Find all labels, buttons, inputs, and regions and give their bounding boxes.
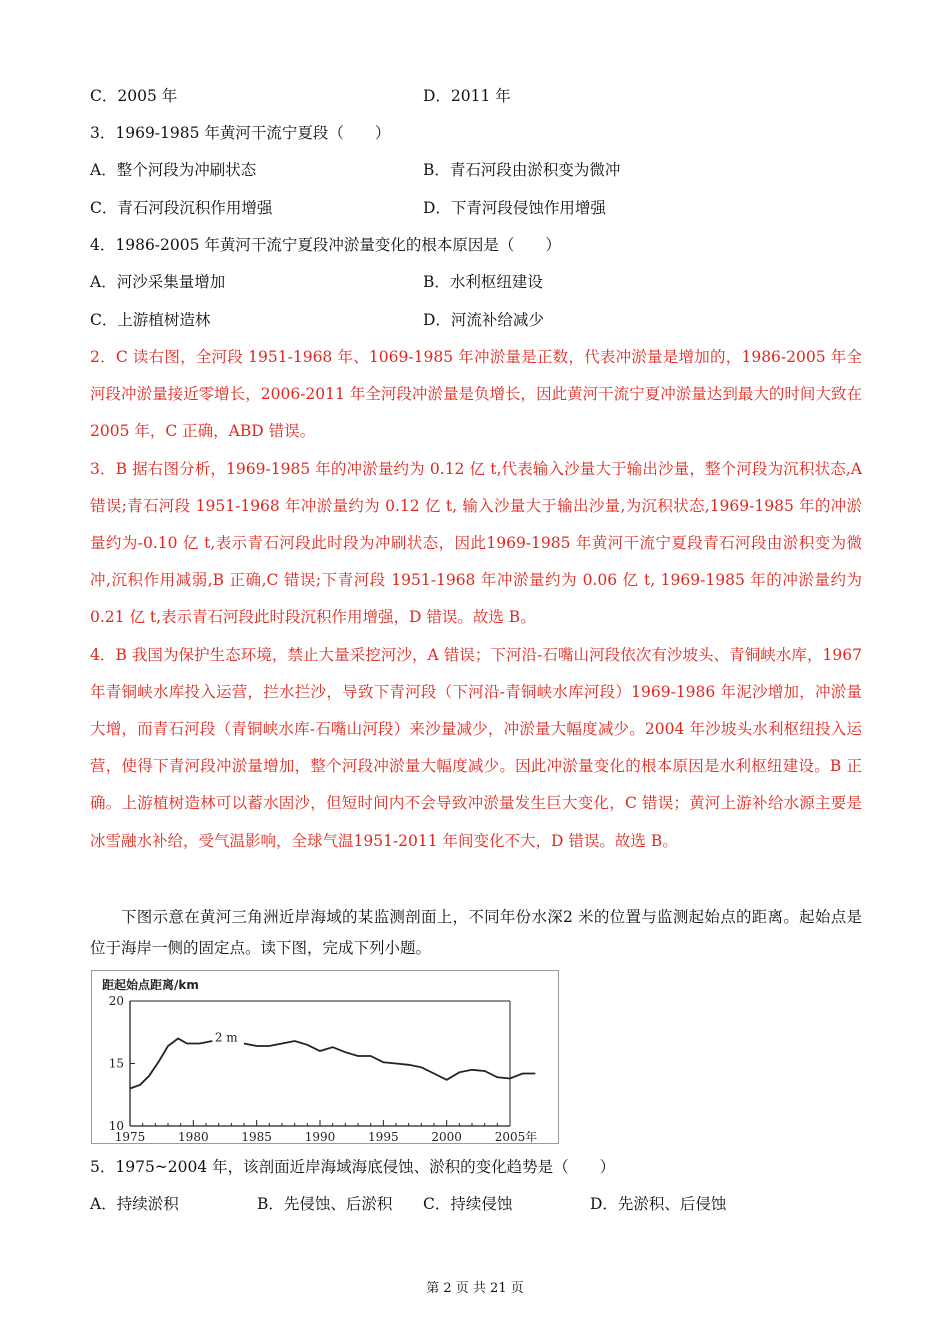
q3-stem: 3．1969-1985 年黄河干流宁夏段（ ） (90, 124, 391, 142)
q3-option-c: C．青石河段沉积作用增强 (90, 199, 273, 217)
q4-option-d: D．河流补给减少 (423, 311, 544, 329)
x-tick-label: 1990 (304, 1130, 336, 1143)
y-tick-label: 15 (108, 1056, 124, 1071)
q5-option-a: A．持续淤积 (90, 1195, 179, 1213)
q5-option-b: B．先侵蚀、后淤积 (257, 1195, 393, 1213)
series-label: 2 m (214, 1030, 238, 1045)
x-tick-label: 1980 (178, 1130, 209, 1143)
chart-intro (90, 902, 862, 964)
chart-figure (91, 970, 559, 1144)
x-tick-label: 1995 (368, 1130, 399, 1143)
q4-option-b: B．水利枢纽建设 (423, 273, 543, 291)
x-tick-label: 2000 (431, 1130, 462, 1143)
q5-stem: 5．1975~2004 年，该剖面近岸海域海底侵蚀、淤积的变化趋势是（ ） (90, 1158, 616, 1176)
q3-option-d: D．下青河段侵蚀作用增强 (423, 199, 606, 217)
q4-stem: 4．1986-2005 年黄河干流宁夏段冲淤量变化的根本原因是（ ） (90, 236, 561, 254)
series-line (244, 1041, 535, 1080)
q5-option-d: D．先淤积、后侵蚀 (590, 1195, 727, 1213)
q4-option-c: C．上游植树造林 (90, 311, 211, 329)
y-tick-label: 20 (108, 994, 124, 1008)
series-line (130, 1039, 212, 1089)
answer-3: 3．B 据右图分析，1969-1985 年的冲淤量约为 0.12 亿 t,代表输入沙量大于输出沙量，整个河段为沉积状态,A 错误;青石河段 1951-1968 年冲淤量约为 0.12 亿 t, 输入沙量大于输出沙量,为沉积状态,1969-1985 年的冲淤量约为-0.10 亿 t,表示青石河段此时段为冲刷状态，因此1969-1985 年黄河干流宁夏段青石河段由淤积变为微冲,沉积作用减弱,B 正确,C 错误;下青河段 1951-1968 年冲淤量约为 0.06 亿 t, 1969-1985 年的冲淤量约为 0.21 亿 t,表示青石河段此时段沉积作用增强，D 错误。故选 B。 (90, 459, 862, 627)
q2-option-d: D．2011 年 (423, 87, 511, 105)
x-tick-label: 1975 (114, 1130, 146, 1143)
y-tick-label: 10 (108, 1119, 124, 1133)
q3-option-a: A．整个河段为冲刷状态 (90, 161, 257, 179)
q4-option-a: A．河沙采集量增加 (90, 273, 226, 291)
intro-text: 下图示意在黄河三角洲近岸海域的某监测剖面上，不同年份水深2 米的位置与监测起始点的距离。起始点是位于海岸一侧的固定点。读下图，完成下列小题。 (90, 908, 862, 957)
answer-4: 4．B 我国为保护生态环境，禁止大量采挖河沙，A 错误；下河沿-石嘴山河段依次有沙坡头、青铜峡水库，1967 年青铜峡水库投入运营，拦水拦沙，导致下青河段（下河沿-青铜峡水库河段）1969-1986 年泥沙增加，冲淤量大增，而青石河段（青铜峡水库-石嘴山河段）来沙量减少，冲淤量大幅度减少。2004 年沙坡头水利枢纽投入运营，使得下青河段冲淤量增加，整个河段冲淤量大幅度减少。因此冲淤量变化的根本原因是水利枢纽建设。B 正确。上游植树造林可以蓄水固沙，但短时间内不会导致冲淤量发生巨大变化，C 错误；黄河上游补给水源主要是冰雪融水补给，受气温影响，全球气温1951-2011 年间变化不大，D 错误。故选 B。 (90, 645, 862, 850)
y-axis-label: 距起始点距离/km (102, 978, 199, 992)
page-footer: 第 2 页 共 21 页 (426, 1281, 524, 1296)
q5-option-c: C．持续侵蚀 (423, 1195, 513, 1213)
x-tick-label: 2005年 (494, 1130, 538, 1143)
chart-svg (92, 971, 558, 1143)
answer-2: 2．C 读右图，全河段 1951-1968 年、1069-1985 年冲淤量是正数，代表冲淤量是增加的，1986-2005 年全河段冲淤量接近零增长，2006-2011 年全河段冲淤量是负增长，因此黄河干流宁夏冲淤量达到最大的时间大致在 2005 年，C 正确，ABD 错误。 (90, 348, 862, 441)
x-tick-label: 1985 (241, 1130, 272, 1143)
q3-option-b: B．青石河段由淤积变为微冲 (423, 161, 621, 179)
answer-explanations (90, 339, 862, 860)
q2-option-c: C．2005 年 (90, 87, 178, 105)
